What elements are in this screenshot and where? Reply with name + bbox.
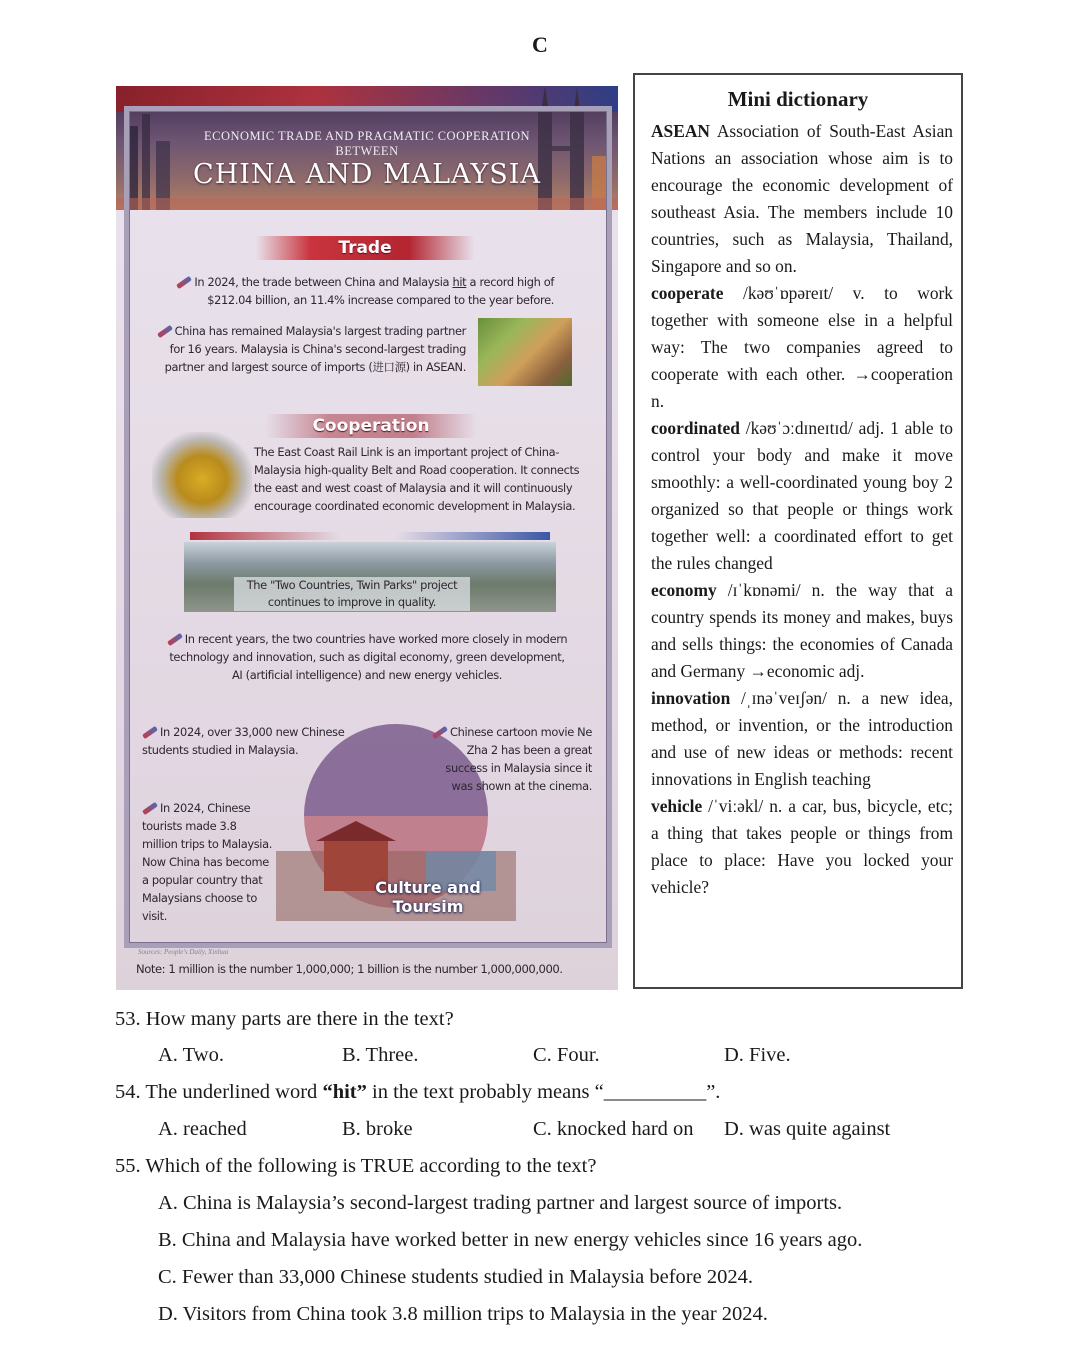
coop-p3-text: In recent years, the two countries have worked more closely in modern technology and innovation, such as digital economy, green development, AI (artificial intelligence) and new energy vehicles. <box>169 632 568 682</box>
entry-word: coordinated <box>651 418 740 438</box>
section-letter: C <box>532 32 548 57</box>
culture-p2-text: Chinese cartoon movie Ne Zha 2 has been a great success in Malaysia since it was shown at the cinema. <box>445 725 592 793</box>
option-54-a[interactable]: A. reached <box>158 1118 247 1140</box>
culture-p1-text: In 2024, over 33,000 new Chinese students studied in Malaysia. <box>142 725 345 757</box>
option-54-c[interactable]: C. knocked hard on <box>533 1118 694 1140</box>
culture-heading: Culture and Toursim <box>375 878 481 916</box>
entry-definition: /ˈviːəkl/ n. a car, bus, bicycle, etc; a thing that takes people or things from place to place: Have you locked your vehicle? <box>651 796 953 897</box>
trade-p2-text: China has remained Malaysia's largest trading partner for 16 years. Malaysia is China's second-largest trading partner and largest source of imports (进口源) in ASEAN. <box>164 324 466 374</box>
trade-heading: Trade <box>256 236 474 260</box>
cooperation-paragraph-3 <box>164 630 570 684</box>
stripe-blue <box>396 532 550 540</box>
pen-icon <box>176 276 192 289</box>
option-53-c[interactable]: C. Four. <box>533 1044 600 1066</box>
dictionary-entry <box>651 415 953 577</box>
twin-parks-caption: The "Two Countries, Twin Parks" project continues to improve in quality. <box>234 577 470 611</box>
option-54-b[interactable]: B. broke <box>342 1118 413 1140</box>
cooperation-paragraph-1 <box>254 443 584 515</box>
pen-icon <box>157 325 173 338</box>
train-photo <box>152 432 252 518</box>
option-53-b[interactable]: B. Three. <box>342 1044 419 1066</box>
option-55-a[interactable]: A. China is Malaysia’s second-largest trading partner and largest source of imports. <box>158 1192 843 1214</box>
market-photo <box>478 318 572 386</box>
stripe-red <box>190 532 340 540</box>
option-55-c[interactable]: C. Fewer than 33,000 Chinese students studied in Malaysia before 2024. <box>158 1266 753 1288</box>
poster-sources: Sources: People's Daily, Xinhua <box>138 948 229 956</box>
trade-p1-text-a: In 2024, the trade between China and Malaysia <box>194 275 453 289</box>
dictionary-entries <box>651 118 953 901</box>
dictionary-entry <box>651 577 953 685</box>
trade-paragraph-2 <box>146 322 466 376</box>
q54-bold-word: “hit” <box>322 1081 367 1103</box>
dictionary-entry <box>651 685 953 793</box>
pen-icon <box>167 633 183 646</box>
question-53: 53. How many parts are there in the text? <box>115 1008 454 1030</box>
pen-icon <box>142 726 158 739</box>
option-54-d[interactable]: D. was quite against <box>724 1118 891 1140</box>
coop-p1-text: The East Coast Rail Link is an important project of China-Malaysia high-quality Belt and Road cooperation. It connects the east and west coast of Malaysia and it will continuously encourage coordinated economic development in Malaysia. <box>254 445 580 513</box>
pen-icon <box>432 726 448 739</box>
entry-definition: Association of South-East Asian Nations an association whose aim is to encourage the economic development of southeast Asia. The members include 10 countries, such as Malaysia, Thailand, Singapore and so on. <box>651 121 953 276</box>
poster-subtitle-line1: ECONOMIC TRADE AND PRAGMATIC COOPERATION <box>203 129 531 143</box>
culture-paragraph-3 <box>142 799 274 925</box>
poster-subtitle-line2: BETWEEN <box>335 144 399 158</box>
q54-stem-a: 54. The underlined word <box>115 1081 323 1103</box>
entry-definition: /kəʊˈɔːdɪneɪtɪd/ adj. 1 able to control your body and make it move smoothly: a well-coordinated young boy 2 organized so that people or things work together well: a coordinated effort to get the rules changed <box>651 418 953 573</box>
dictionary-title: Mini dictionary <box>727 87 869 111</box>
cooperation-heading: Cooperation <box>266 414 476 438</box>
entry-definition: /kəʊˈɒpəreɪt/ v. to work together with someone else in a helpful way: The two companies agreed to cooperate with each other. →cooperation n. <box>651 283 953 411</box>
option-53-a[interactable]: A. Two. <box>158 1044 224 1066</box>
infographic-poster <box>116 86 618 990</box>
q54-stem-b: in the text probably means “__________”. <box>366 1081 721 1103</box>
entry-word: vehicle <box>651 796 703 816</box>
question-54 <box>115 1081 720 1104</box>
trade-paragraph-1 <box>164 273 554 309</box>
culture-paragraph-1 <box>142 723 352 759</box>
option-55-b[interactable]: B. China and Malaysia have worked better in new energy vehicles since 16 years ago. <box>158 1229 863 1251</box>
poster-note: Note: 1 million is the number 1,000,000; 1 billion is the number 1,000,000,000. <box>136 962 563 976</box>
culture-p3-text: In 2024, Chinese tourists made 3.8 million trips to Malaysia. Now China has become a popular country that Malaysians choose to visit. <box>142 801 273 923</box>
entry-definition: /ˌɪnəˈveɪʃən/ n. a new idea, method, or invention, or the introduction and use of new ideas or methods: recent innovations in English teaching <box>651 688 953 789</box>
entry-word: economy <box>651 580 717 600</box>
poster-title: CHINA AND MALAYSIA <box>193 159 541 190</box>
pen-icon <box>142 802 158 815</box>
option-53-d[interactable]: D. Five. <box>724 1044 791 1066</box>
mini-dictionary <box>633 73 963 989</box>
entry-word: ASEAN <box>651 121 710 141</box>
culture-paragraph-2 <box>422 723 592 795</box>
option-55-d[interactable]: D. Visitors from China took 3.8 million trips to Malaysia in the year 2024. <box>158 1303 768 1325</box>
entry-word: cooperate <box>651 283 724 303</box>
entry-definition: /ɪˈkɒnəmi/ n. the way that a country spends its money and makes, buys and sells things: the economies of Canada and Germany →economic adj. <box>651 580 953 681</box>
dictionary-entry <box>651 118 953 280</box>
dictionary-entry <box>651 280 953 415</box>
trade-p1-text-b: a record high of $212.04 billion, an 11.4% increase compared to the year before. <box>207 275 554 307</box>
dictionary-entry <box>651 793 953 901</box>
entry-word: innovation <box>651 688 731 708</box>
underlined-word-hit: hit <box>452 275 467 289</box>
question-55: 55. Which of the following is TRUE according to the text? <box>115 1155 597 1177</box>
